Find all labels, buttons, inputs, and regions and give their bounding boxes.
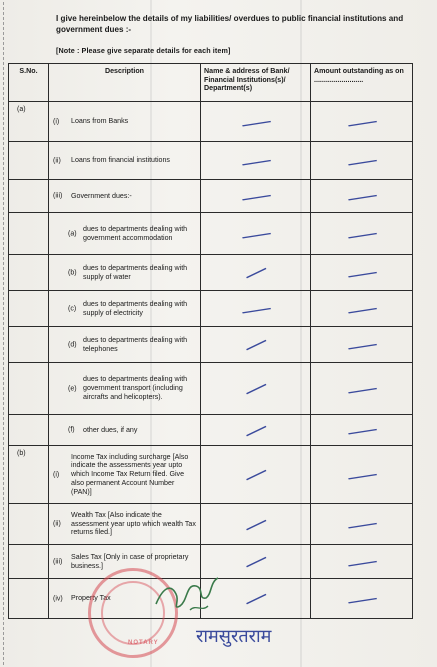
row-name-address: [201, 142, 311, 180]
row-amount: [311, 545, 413, 579]
row-name-address: [201, 415, 311, 446]
row-roman-numeral: (iii): [53, 558, 63, 565]
row-description: Loans from financial institutions: [71, 156, 170, 165]
row-name-address: [201, 180, 311, 213]
table-row: [9, 327, 413, 363]
note-text: [Note : Please give separate details for each item]: [56, 46, 231, 55]
table-row: [9, 142, 413, 180]
row-sno: [9, 363, 49, 415]
seal-lettering: NOTARY: [128, 640, 159, 646]
row-amount: [311, 363, 413, 415]
row-description: Loans from Banks: [71, 117, 129, 126]
row-description-cell: [49, 327, 201, 363]
table-row: [9, 255, 413, 291]
row-description-cell: [49, 180, 201, 213]
row-description: dues to departments dealing with telephones: [83, 335, 188, 353]
row-amount: [311, 142, 413, 180]
row-roman-numeral: (ii): [53, 157, 61, 164]
row-amount: [311, 291, 413, 327]
row-alpha-label: (c): [68, 305, 77, 312]
nil-dash-mark: —: [341, 107, 382, 136]
table-row: [9, 415, 413, 446]
row-description: Property Tax: [71, 594, 111, 603]
row-description-cell: [49, 142, 201, 180]
row-alpha-label: (a): [68, 230, 77, 237]
row-sno: [9, 213, 49, 255]
nil-dash-mark: —: [235, 181, 276, 211]
row-sno: [9, 291, 49, 327]
row-amount: [311, 102, 413, 142]
row-name-address: [201, 446, 311, 504]
row-amount: [311, 327, 413, 363]
row-name-address: [201, 213, 311, 255]
row-description: dues to departments dealing with supply of electricity: [83, 299, 188, 317]
nil-dash-mark: —: [341, 509, 382, 539]
row-name-address: [201, 255, 311, 291]
row-sno: [9, 142, 49, 180]
table-header-row: [9, 64, 413, 102]
nil-dash-mark: —: [238, 507, 273, 541]
row-description-cell: [49, 504, 201, 545]
row-alpha-label: (f): [68, 426, 75, 434]
nil-dash-mark: —: [238, 256, 273, 289]
table-row: [9, 102, 413, 142]
row-description-cell: [49, 102, 201, 142]
row-description: dues to departments dealing with government transport (including aircrafts and helicopters).: [83, 375, 188, 401]
row-description: Sales Tax [Only in case of proprietary business.]: [71, 552, 189, 570]
liabilities-table: [8, 63, 413, 619]
punch-edge: [3, 2, 5, 665]
nil-dash-mark: —: [238, 458, 273, 491]
header-name-address: Name & address of Bank/ Financial Institutions(s)/ Department(s): [201, 64, 311, 102]
row-sno: [9, 180, 49, 213]
row-sno: [9, 415, 49, 446]
row-amount: [311, 579, 413, 619]
header-description: Description: [49, 64, 201, 102]
nil-dash-mark: —: [341, 146, 382, 175]
row-sno: [9, 545, 49, 579]
row-name-address: [201, 291, 311, 327]
table-row: [9, 180, 413, 213]
row-amount: [311, 446, 413, 504]
table-row: [9, 291, 413, 327]
row-amount: [311, 415, 413, 446]
nil-dash-mark: —: [341, 547, 382, 576]
row-roman-numeral: (i): [53, 118, 60, 125]
nil-dash-mark: —: [341, 374, 382, 403]
row-roman-numeral: (iv): [53, 595, 63, 602]
header-sno: S.No.: [9, 64, 49, 102]
intro-text: I give hereinbelow the details of my liabilities/ overdues to public financial institutions and government dues :-: [56, 14, 404, 34]
nil-dash-mark: —: [341, 460, 382, 489]
row-roman-numeral: (ii): [53, 520, 61, 528]
row-description: dues to departments dealing with government accommodation: [83, 224, 188, 242]
nil-dash-mark: —: [341, 181, 382, 211]
nil-dash-mark: —: [341, 415, 382, 445]
table-row: [9, 213, 413, 255]
table-row: [9, 446, 413, 504]
row-alpha-label: (e): [68, 385, 77, 392]
nil-dash-mark: —: [238, 582, 273, 615]
row-sno: (b): [9, 446, 49, 504]
nil-dash-mark: —: [238, 413, 273, 447]
row-description-cell: [49, 213, 201, 255]
header-amount: Amount outstanding as on .........................: [311, 64, 413, 102]
row-sno: [9, 327, 49, 363]
row-amount: [311, 213, 413, 255]
row-alpha-label: (b): [68, 269, 77, 276]
row-roman-numeral: (i): [53, 471, 60, 478]
row-sno: (a): [9, 102, 49, 142]
row-description: other dues, if any: [83, 425, 138, 434]
row-description-cell: [49, 446, 201, 504]
row-alpha-label: (d): [68, 341, 77, 348]
row-amount: [311, 180, 413, 213]
row-sno: [9, 579, 49, 619]
signature-text: रामसुरतराम: [196, 626, 272, 647]
table-row: [9, 504, 413, 545]
row-description: Income Tax including surcharge [Also indicate the assessments year upto which Income Tax Return filed. Give also permanent Account Number (PAN)]: [71, 452, 189, 496]
nil-dash-mark: —: [238, 328, 273, 361]
row-name-address: [201, 363, 311, 415]
nil-dash-mark: —: [235, 294, 276, 323]
row-amount: [311, 504, 413, 545]
nil-dash-mark: —: [238, 545, 273, 578]
nil-dash-mark: —: [341, 584, 382, 613]
row-roman-numeral: (iii): [53, 192, 63, 200]
row-name-address: [201, 327, 311, 363]
initials-signature: [150, 560, 224, 620]
nil-dash-mark: —: [341, 330, 382, 359]
nil-dash-mark: —: [235, 146, 276, 175]
nil-dash-mark: —: [235, 219, 276, 248]
row-description-cell: [49, 291, 201, 327]
row-description: dues to departments dealing with supply of water: [83, 263, 188, 281]
nil-dash-mark: —: [341, 294, 382, 323]
row-description: Wealth Tax [Also indicate the assessment year upto which wealth Tax returns filed.]: [71, 510, 196, 537]
row-sno: [9, 255, 49, 291]
nil-dash-mark: —: [235, 107, 276, 136]
row-description: Government dues:-: [71, 191, 132, 200]
table-row: [9, 363, 413, 415]
row-sno: [9, 504, 49, 545]
nil-dash-mark: —: [238, 372, 273, 405]
row-description-cell: [49, 255, 201, 291]
row-name-address: [201, 504, 311, 545]
row-amount: [311, 255, 413, 291]
row-description-cell: [49, 363, 201, 415]
nil-dash-mark: —: [341, 258, 382, 287]
row-name-address: [201, 102, 311, 142]
nil-dash-mark: —: [341, 219, 382, 248]
row-description-cell: [49, 415, 201, 446]
handwritten-signature: [190, 620, 320, 650]
